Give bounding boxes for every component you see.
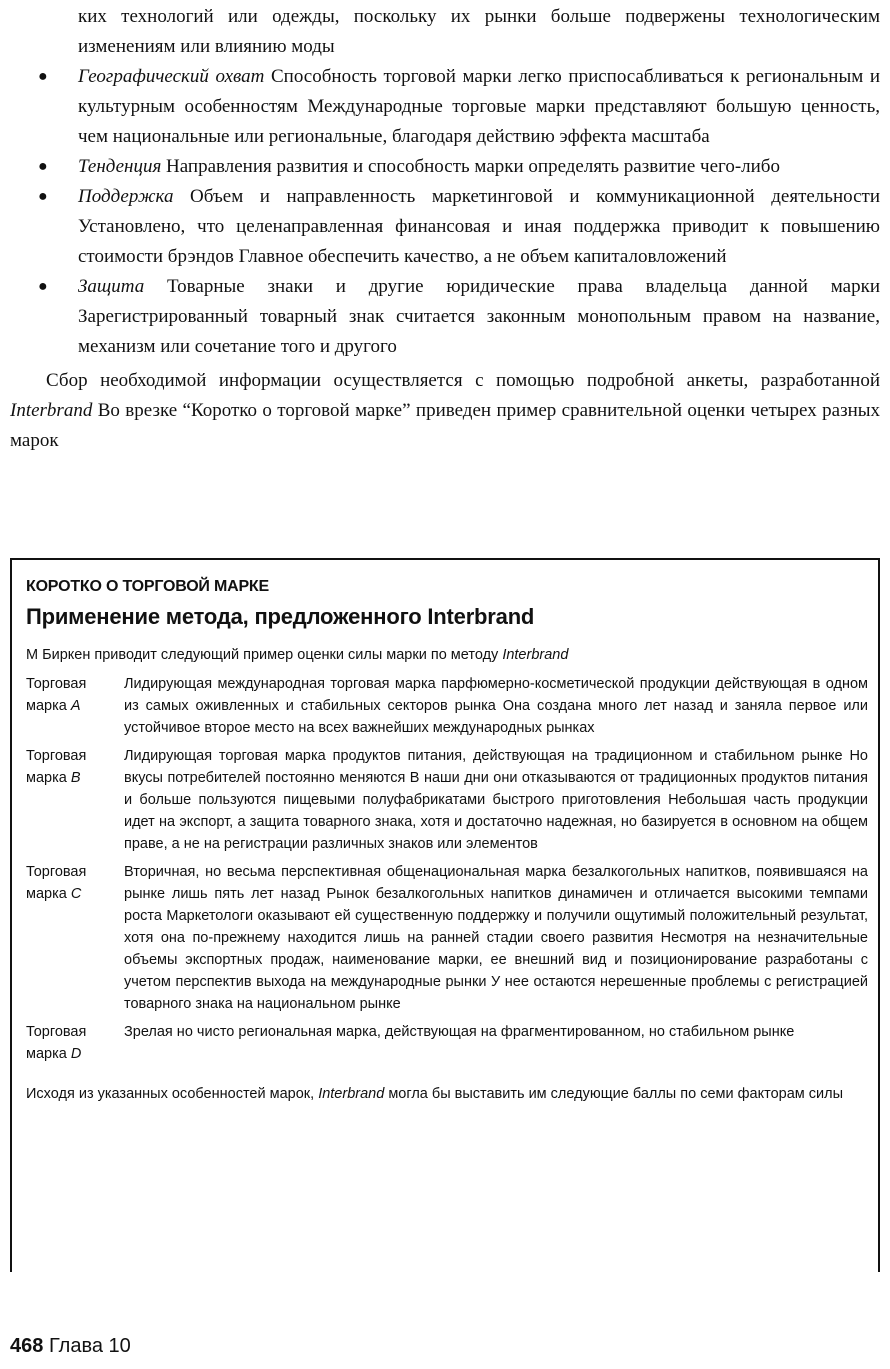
brand-name	[26, 1021, 124, 1065]
brand-letter: A	[70, 698, 81, 714]
box-border-left	[10, 560, 12, 1272]
factor-term: Поддержка	[78, 186, 174, 207]
bullet-icon: ●	[38, 68, 48, 85]
box-title: Применение метода, предложенного Interbrand	[26, 604, 535, 629]
factor-term: Защита	[78, 276, 145, 297]
lead-text: М Биркен приводит следующий пример оценки силы марки по методу	[26, 647, 499, 663]
factor-list	[0, 62, 890, 362]
brand-name-prefix: Торговая марка	[26, 1024, 87, 1062]
factor-text: Товарные знаки и другие юридические права владельца данной марки Зарегистрированный товарный знак считается законным монопольным правом на название, механизм или сочетание того и другого	[78, 276, 880, 357]
list-item	[38, 152, 880, 182]
brand-row-a	[26, 673, 868, 739]
page-footer	[10, 1335, 131, 1358]
intro-fragment: ких технологий или одежды, поскольку их рынки больше подвержены технологическим изменениям или влиянию моды	[78, 6, 880, 57]
brand-row-b	[26, 745, 868, 855]
box-closing	[26, 1083, 868, 1105]
brand-description: Вторичная, но весьма перспективная общенациональная марка безалкогольных напитков, появившаяся на рынке лишь пять лет назад Рынок безалкогольных напитков динамичен и отличается высокими темпами роста Маркетологи оказывают ей существенную поддержку и получили ощутимый положительный результат, хотя она по-прежнему находится лишь на ранней стадии своего развития Несмотря на незначительные объемы экспортных продаж, наименование марки, ее внешний вид и позиционирование разработаны с учетом перспектив выхода на международные рынки У нее остаются нерешенные проблемы с регистрацией товарного знака на национальном рынке	[124, 864, 868, 1012]
bullet-icon: ●	[38, 158, 48, 175]
paragraph-text: Во врезке “Коротко о торговой марке” приведен пример сравнительной оценки четырех разных марок	[10, 400, 881, 451]
page-number: 468	[10, 1335, 44, 1357]
factor-term: Тенденция	[78, 156, 162, 177]
closing-text: могла бы выставить им следующие баллы по семи факторам силы	[388, 1086, 844, 1102]
closing-text: Исходя из указанных особенностей марок,	[26, 1086, 315, 1102]
bullet-icon: ●	[38, 188, 48, 205]
bullet-icon: ●	[38, 278, 48, 295]
factor-text: Направления развития и способность марки определять развитие чего-либо	[166, 156, 780, 177]
box-content	[26, 578, 868, 1105]
brand-description: Лидирующая торговая марка продуктов питания, действующая на традиционном и стабильном рынке Но вкусы потребителей постоянно меняются В наши дни они отказываются от традиционных продуктов питания и больше пользуются пищевыми полуфабрикатами быстрого приготовления Небольшая часть продукции идет на экспорт, а защита товарного знака, хотя и достаточно надежная, но базируется в основном на общем праве, а не на регистрации различных знаков или элементов	[124, 748, 868, 852]
chapter-label: Глава 10	[48, 1335, 131, 1357]
factor-term: Географический охват	[78, 66, 265, 87]
brand-letter: C	[70, 886, 82, 902]
brand-description: Зрелая но чисто региональная марка, действующая на фрагментированном, но стабильном рынке	[124, 1024, 795, 1040]
brand-name	[26, 745, 124, 855]
list-item	[38, 62, 880, 152]
brand-row-c	[26, 861, 868, 1015]
main-text	[0, 0, 890, 456]
list-item	[38, 272, 880, 362]
list-item	[38, 182, 880, 272]
brand-name-prefix: Торговая марка	[26, 748, 87, 786]
box-border-right	[878, 560, 880, 1272]
factor-text: Способность торговой марки легко приспосабливаться к региональным и культурным особенностям Международные торговые марки представляют большую ценность, чем национальные или региональные, благодаря действию эффекта масштаба	[78, 66, 880, 147]
brand-row-d	[26, 1021, 868, 1065]
brand-description: Лидирующая международная торговая марка парфюмерно-косметической продукции действующая в одном из самых оживленных и стабильных секторов рынка Она создана много лет назад и заняла первое или устойчивое второе место на всех важнейших международных рынках	[124, 676, 868, 736]
sidebar-box	[10, 558, 880, 1272]
paragraph-brand: Interbrand	[10, 400, 93, 421]
closing-brand: Interbrand	[318, 1086, 385, 1102]
box-lead	[26, 644, 868, 666]
body-paragraph	[10, 366, 880, 456]
paragraph-text: Сбор необходимой информации осуществляется с помощью подробной анкеты, разработанной	[46, 370, 880, 391]
factor-text: Объем и направленность маркетинговой и коммуникационной деятельности Установлено, что целенаправленная финансовая и иная поддержка приводит к повышению стоимости брэндов Главное обеспечить качество, а не объем капиталовложений	[78, 186, 880, 267]
brand-name	[26, 673, 124, 739]
brand-name-prefix: Торговая марка	[26, 676, 87, 714]
brand-letter: B	[70, 770, 81, 786]
brand-name-prefix: Торговая марка	[26, 864, 87, 902]
box-label: КОРОТКО О ТОРГОВОЙ МАРКЕ	[26, 578, 269, 595]
lead-brand: Interbrand	[502, 647, 569, 663]
brand-letter: D	[70, 1046, 82, 1062]
brand-name	[26, 861, 124, 1015]
